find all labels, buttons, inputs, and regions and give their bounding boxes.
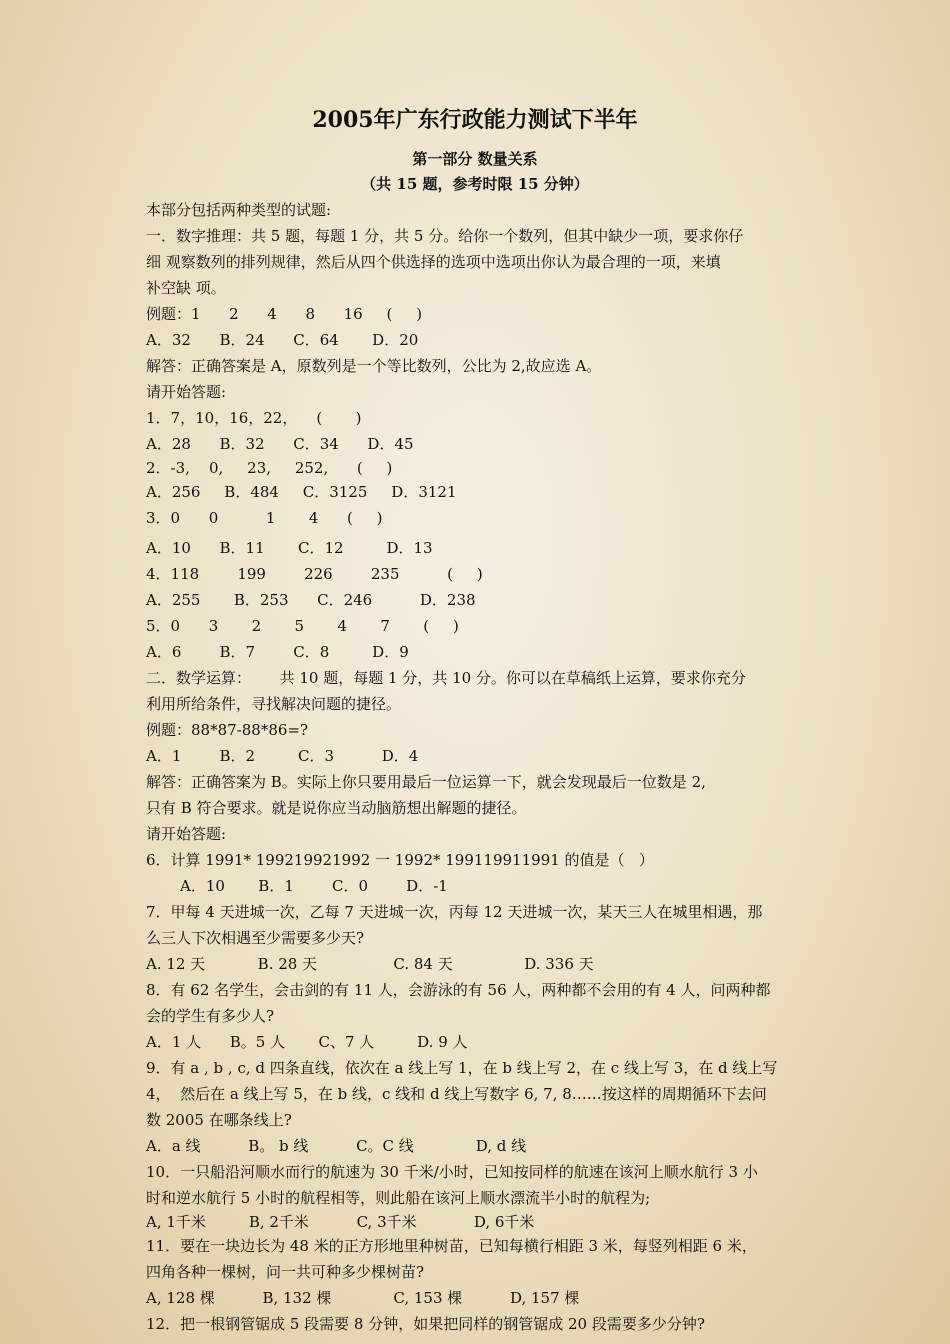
text-line: 4．118 199 226 235 ( ) [146,565,483,583]
text-line: 四角各种一棵树，问一共可种多少棵树苗? [146,1263,425,1281]
text-line: 10．一只船沿河顺水而行的航速为 30 千米/小时，已知按同样的航速在该河上顺水航行 3 小 [146,1163,758,1181]
text-line: 11．要在一块边长为 48 米的正方形地里种树苗，已知每横行相距 3 米，每竖列相距 6 米， [146,1237,757,1255]
text-line: 会的学生有多少人? [146,1007,275,1025]
text-line: 细 观察数列的排列规律，然后从四个供选择的选项中选项出你认为最合理的一项，来填 [146,253,721,271]
text-line: 么三人下次相遇至少需要多少天? [146,929,365,947]
text-line: 时和逆水航行 5 小时的航程相等，则此船在该河上顺水漂流半小时的航程为; [146,1189,651,1207]
text-line: 二．数学运算： 共 10 题，每题 1 分，共 10 分。你可以在草稿纸上运算，要求你充分 [146,669,746,687]
text-line: A．32 B．24 C．64 D．20 [146,331,419,349]
text-line: 例题：88*87-88*86=? [146,721,309,739]
text-line: A, 128 棵 B, 132 棵 C, 153 棵 D, 157 棵 [146,1289,580,1307]
text-line: 请开始答题: [146,383,227,401]
text-line: A．28 B．32 C．34 D．45 [146,435,414,453]
text-line: 补空缺 项。 [146,279,226,297]
text-line: 2．-3, 0, 23, 252, ( ) [146,459,393,477]
text-line: A．1 人 B。5 人 C、7 人 D. 9 人 [146,1033,468,1051]
document-title: 2005年广东行政能力测试下半年 [312,107,638,133]
text-line: 例题：1 2 4 8 16 ( ) [146,305,423,323]
part-heading: 第一部分 数量关系 [412,150,538,168]
part-note: （共 15 题，参考时限 15 分钟） [361,175,589,193]
text-line: 12．把一根钢管锯成 5 段需要 8 分钟，如果把同样的钢管锯成 20 段需要多少分钟? [146,1315,705,1333]
document-body [146,197,826,1337]
text-line: 利用所给条件，寻找解决问题的捷径。 [146,695,402,713]
text-line: 3．0 0 1 4 ( ) [146,509,383,527]
text-line: A．255 B．253 C．246 D．238 [146,591,476,609]
text-line: 1．7，10，16，22， ( ) [146,409,362,427]
text-line: 解答：正确答案是 A，原数列是一个等比数列，公比为 2,故应选 A。 [146,357,602,375]
text-line: A．10 B．11 C．12 D．13 [146,539,433,557]
text-line: 6．计算 1991* 199219921992 一 1992* 199119911991 的值是（ ） [146,851,654,869]
text-line: 9．有 a , b , c, d 四条直线，依次在 a 线上写 1，在 b 线上写 2，在 c 线上写 3，在 d 线上写 [146,1059,778,1077]
text-line: A．a 线 B。 b 线 C。C 线 D, d 线 [146,1137,527,1155]
text-line: A. 12 天 B. 28 天 C. 84 天 D. 336 天 [146,955,594,973]
text-line: 解答：正确答案为 B。实际上你只要用最后一位运算一下，就会发现最后一位数是 2, [146,773,706,791]
text-line: 7．甲每 4 天进城一次，乙每 7 天进城一次，丙每 12 天进城一次，某天三人在城里相遇，那 [146,903,763,921]
text-line: 本部分包括两种类型的试题: [146,201,332,219]
text-line: A．256 B．484 C．3125 D．3121 [146,483,457,501]
text-line: 数 2005 在哪条线上? [146,1111,292,1129]
text-line: A, 1千米 B, 2千米 C, 3千米 D, 6千米 [146,1213,535,1231]
text-line: 4， 然后在 a 线上写 5，在 b 线，c 线和 d 线上写数字 6, 7, 8……按这样的周期循环下去问 [146,1085,767,1103]
text-line: 8．有 62 名学生，会击剑的有 11 人，会游泳的有 56 人，两种都不会用的有 4 人，问两种都 [146,981,771,999]
text-line: 5．0 3 2 5 4 7 ( ) [146,617,459,635]
text-line: A．10 B．1 C．0 D．-1 [180,877,448,895]
text-line: 一．数字推理：共 5 题，每题 1 分，共 5 分。给你一个数列，但其中缺少一项，要求你仔 [146,227,744,245]
text-line: A．1 B．2 C．3 D．4 [146,747,419,765]
text-line: 只有 B 符合要求。就是说你应当动脑筋想出解题的捷径。 [146,799,527,817]
text-line: A．6 B．7 C．8 D．9 [146,643,409,661]
text-line: 请开始答题: [146,825,227,843]
